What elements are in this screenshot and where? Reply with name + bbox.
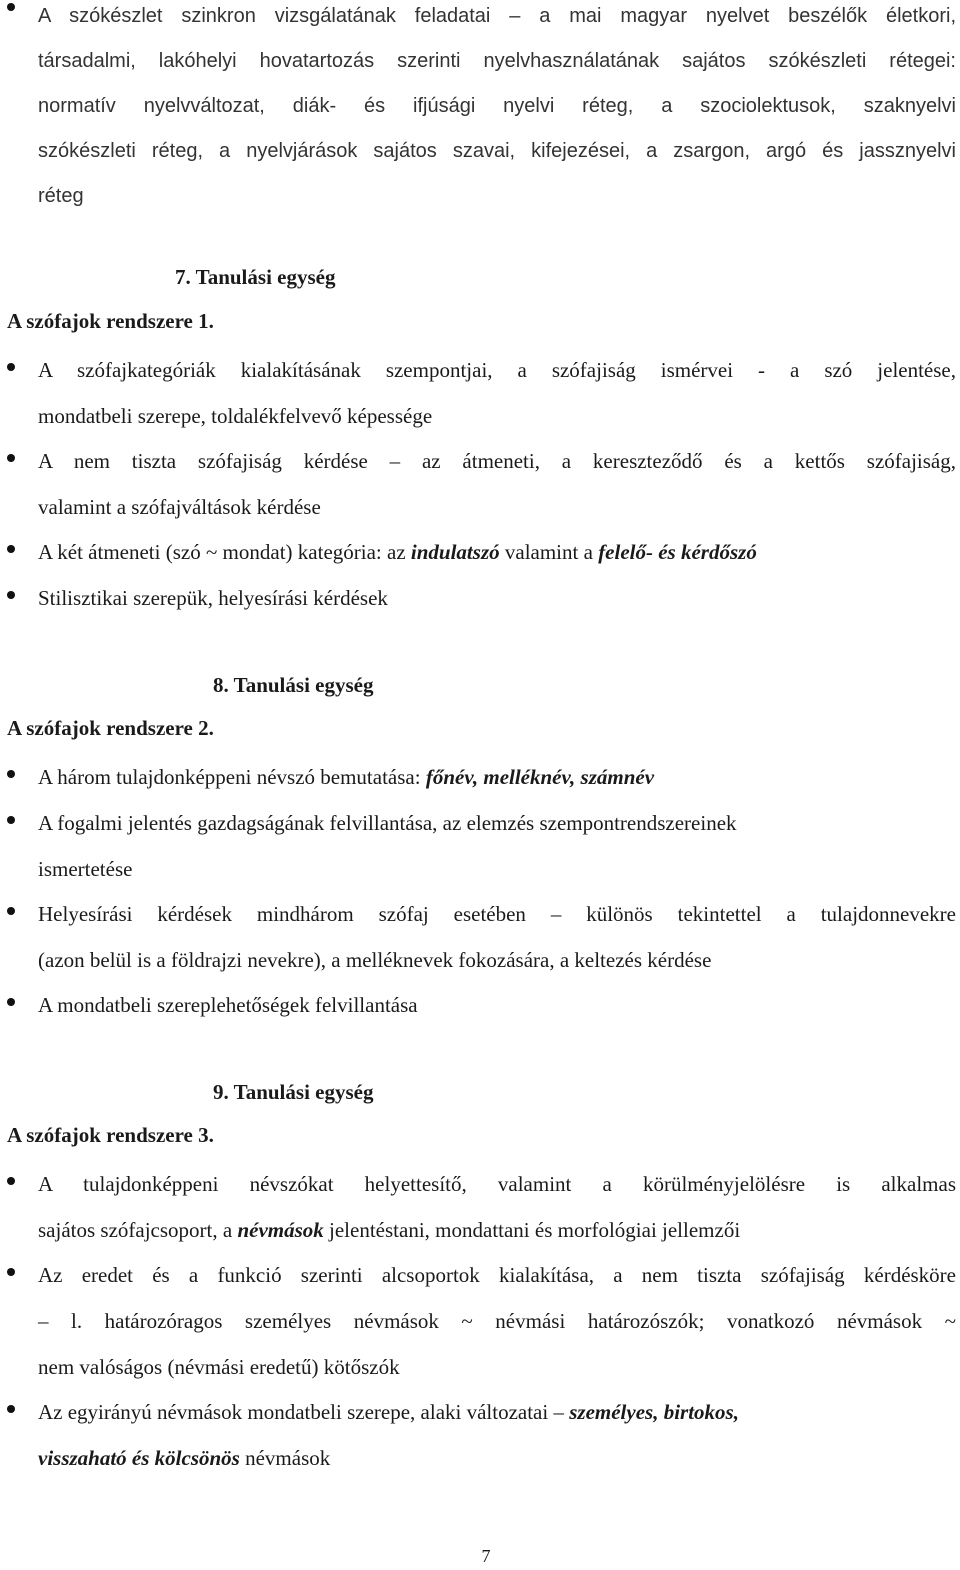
list-item: A fogalmi jelentés gazdagságának felvillantása, az elemzés szempontrendszereinek ismertetése <box>38 800 956 892</box>
bullet-icon <box>7 363 15 371</box>
term-indulatszo: indulatszó <box>410 540 500 564</box>
term-nevszok: főnév, melléknév, számnév <box>425 765 655 789</box>
term-nevmasok: névmások <box>237 1218 324 1242</box>
term-felelo-es-kerdoszo: felelő- és kérdőszó <box>598 540 757 564</box>
intro-line-4: szókészleti réteg, a nyelvjárások sajátos szavai, kifejezései, a zsargon, argó és jassznyelvi <box>38 140 956 162</box>
page-number: 7 <box>481 1546 491 1566</box>
bullet-icon <box>7 454 15 462</box>
intro-line-1: A szókészlet szinkron vizsgálatának feladatai – a mai magyar nyelvet beszélők életkori, <box>38 5 956 27</box>
list-item: A szófajkategóriák kialakításának szempontjai, a szófajiság ismérvei - a szó jelentése, mondatbeli szerepe, toldalékfelvevő képessége <box>38 347 956 439</box>
section-title-szofajok-3: A szófajok rendszere 3. <box>7 1123 214 1147</box>
unit-9-title: 9. Tanulási egység <box>213 1080 374 1104</box>
bullet-icon <box>7 998 15 1006</box>
bullet-icon <box>7 816 15 824</box>
section-title-szofajok-1: A szófajok rendszere 1. <box>7 309 214 333</box>
list-item: Az eredet és a funkció szerinti alcsoportok kialakítása, a nem tiszta szófajiság kérdésköre – l. határozóragos személyes névmások ~ névmási határozószók; vonatkozó névmások ~ nem valóságos (névmási eredetű) kötőszók <box>38 1252 956 1390</box>
list-item: Stilisztikai szerepük, helyesírási kérdések <box>38 575 956 621</box>
bullet-icon <box>7 907 15 915</box>
intro-line-2: társadalmi, lakóhelyi hovatartozás szerinti nyelvhasználatának sajátos szókészleti rétegei: <box>38 50 956 72</box>
intro-line-5: réteg <box>38 185 84 207</box>
list-item: A nem tiszta szófajiság kérdése – az átmeneti, a kereszteződő és a kettős szófajiság, valamint a szófajváltások kérdése <box>38 438 956 530</box>
list-item: A három tulajdonképpeni névszó bemutatása: főnév, melléknév, számnév <box>38 754 956 800</box>
list-item: Az egyirányú névmások mondatbeli szerepe, alaki változatai – személyes, birtokos, visszaható és kölcsönös névmások <box>38 1389 956 1481</box>
bullet-icon <box>7 591 15 599</box>
unit-8-title: 8. Tanulási egység <box>213 673 374 697</box>
bullet-icon <box>7 1268 15 1276</box>
list-item-intro <box>38 0 956 219</box>
term-visszahato-kolcsonos: visszaható és kölcsönös <box>38 1446 240 1470</box>
bullet-icon <box>7 770 15 778</box>
term-szemelyes-birtokos: személyes, birtokos, <box>569 1400 739 1424</box>
section-title-szofajok-2: A szófajok rendszere 2. <box>7 716 214 740</box>
list-item: Helyesírási kérdések mindhárom szófaj esetében – különös tekintettel a tulajdonnevekre (azon belül is a földrajzi nevekre), a melléknevek fokozására, a keltezés kérdése <box>38 891 956 983</box>
bullet-icon <box>7 545 15 553</box>
bullet-icon <box>7 1405 15 1413</box>
list-item: A két átmeneti (szó ~ mondat) kategória: az indulatszó valamint a felelő- és kérdőszó <box>38 529 956 575</box>
unit-7-title: 7. Tanulási egység <box>175 265 336 289</box>
bullet-icon <box>7 1177 15 1185</box>
bullet-icon <box>7 3 15 11</box>
intro-line-3: normatív nyelvváltozat, diák- és ifjúsági nyelvi réteg, a szociolektusok, szaknyelvi <box>38 95 956 117</box>
list-item: A tulajdonképpeni névszókat helyettesítő, valamint a körülményjelölésre is alkalmas sajátos szófajcsoport, a névmások jelentéstani, mondattani és morfológiai jellemzői <box>38 1161 956 1253</box>
list-item: A mondatbeli szereplehetőségek felvillantása <box>38 982 956 1028</box>
